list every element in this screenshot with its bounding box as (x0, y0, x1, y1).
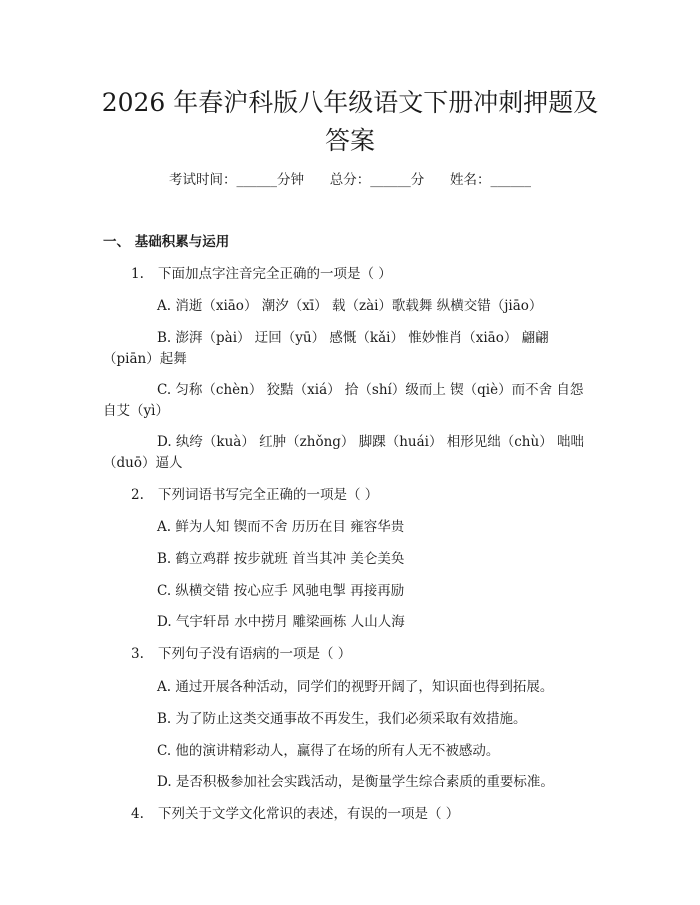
q2-option-d: D. 气宇轩昂 水中捞月 雕梁画栋 人山人海 (157, 614, 405, 630)
q1-option-b-cont: （piān）起舞 (103, 351, 187, 367)
question-3 (131, 642, 351, 662)
title-line-1: 2026 年春沪科版八年级语文下册冲刺押题及 (101, 88, 599, 117)
q1-option-a: A. 消逝（xiāo） 潮汐（xī） 载（zài）歌载舞 纵横交错（jiāo） (157, 298, 543, 314)
q3-option-c: C. 他的演讲精彩动人，赢得了在场的所有人无不被感动。 (157, 743, 500, 759)
question-2 (131, 483, 378, 503)
question-4 (131, 802, 459, 822)
question-number: 1. (131, 266, 144, 282)
question-text: 下面加点字注音完全正确的一项是（ ） (158, 266, 392, 282)
question-text: 下列词语书写完全正确的一项是（ ） (158, 487, 379, 503)
question-number: 3. (131, 646, 144, 662)
question-1 (131, 262, 392, 282)
q2-option-c: C. 纵横交错 按心应手 风驰电掣 再接再励 (157, 583, 405, 599)
q2-option-a: A. 鲜为人知 锲而不舍 历历在目 雍容华贵 (157, 519, 405, 535)
document-title (90, 84, 610, 160)
q1-option-c: C. 匀称（chèn） 狡黠（xiá） 拾（shí）级而上 锲（qiè）而不舍 自怨 (157, 382, 584, 398)
section-heading: 一、 基础积累与运用 (103, 234, 230, 250)
question-text: 下列关于文学文化常识的表述，有误的一项是（ ） (158, 806, 460, 822)
question-text: 下列句子没有语病的一项是（ ） (158, 646, 352, 662)
question-number: 2. (131, 487, 144, 503)
q1-option-b: B. 澎湃（pài） 迂回（yū） 感慨（kǎi） 惟妙惟肖（xiāo） 翩翩 (157, 330, 549, 346)
exam-info: 考试时间：______分钟 总分：______分 姓名：______ (169, 172, 531, 188)
q2-option-b: B. 鹤立鸡群 按步就班 首当其冲 美仑美奂 (157, 551, 405, 567)
q3-option-d: D. 是否积极参加社会实践活动，是衡量学生综合素质的重要标准。 (157, 774, 554, 790)
q3-option-b: B. 为了防止这类交通事故不再发生，我们必须采取有效措施。 (157, 711, 527, 727)
q1-option-d: D. 纨绔（kuà） 红肿（zhǒng） 脚踝（huái） 相形见绌（chù） 咄咄 (157, 434, 584, 450)
q1-option-c-cont: 自艾（yì） (103, 403, 169, 419)
question-number: 4. (131, 806, 144, 822)
title-line-2: 答案 (324, 126, 375, 155)
q3-option-a: A. 通过开展各种活动，同学们的视野开阔了，知识面也得到拓展。 (157, 679, 554, 695)
q1-option-d-cont: （duō）逼人 (103, 455, 183, 471)
